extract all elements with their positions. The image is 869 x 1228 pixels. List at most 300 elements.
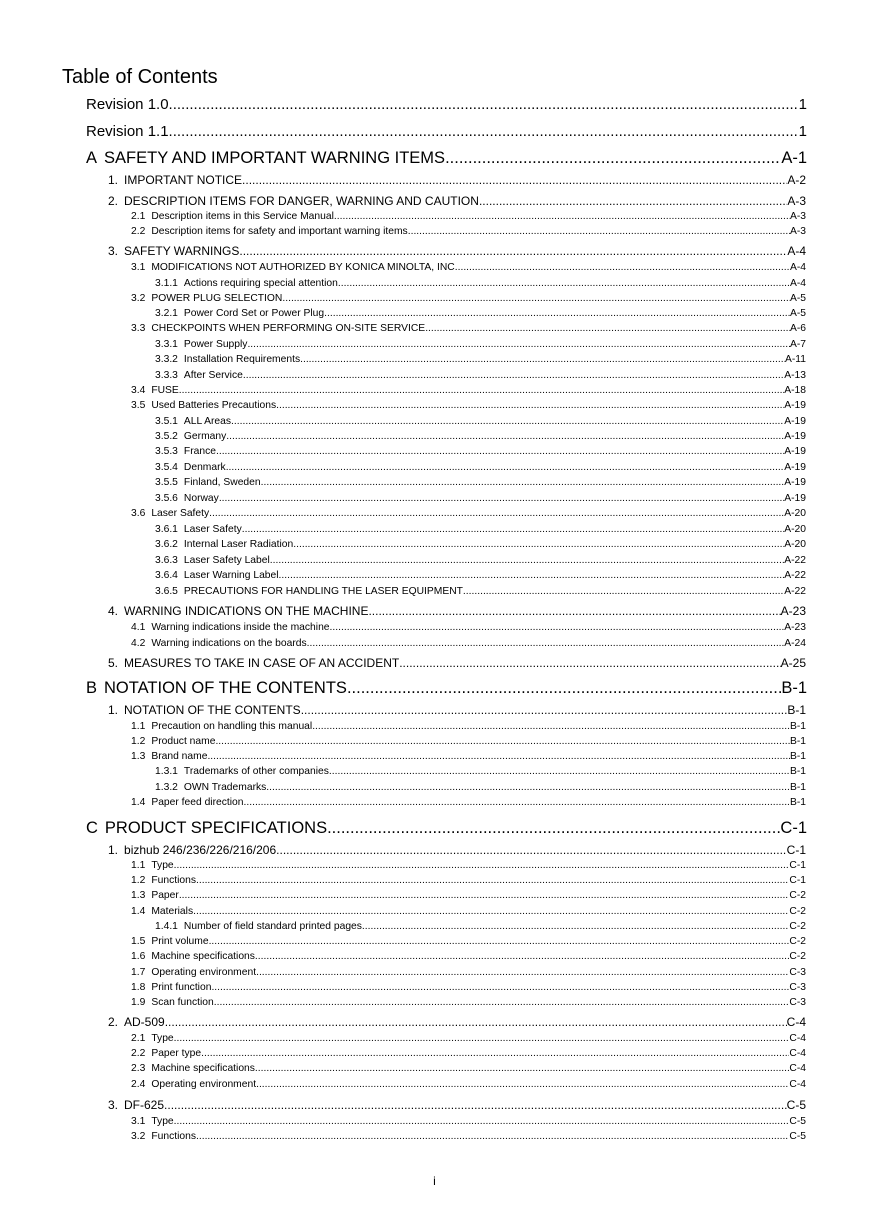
toc-entry[interactable] <box>86 96 807 113</box>
toc-entry-label: Machine specifications <box>151 951 255 962</box>
toc-entry[interactable] <box>108 1098 806 1112</box>
toc-entry-page: B-1 <box>787 703 806 717</box>
toc-entry-label: After Service <box>183 370 243 381</box>
toc-entry[interactable] <box>131 211 806 222</box>
toc-entry-label: Germany <box>183 431 227 442</box>
toc-entry-number: 1.3 <box>131 751 146 762</box>
toc-entry[interactable] <box>155 524 806 535</box>
toc-entry-label: OWN Trademarks <box>183 782 267 793</box>
toc-entry-label: SAFETY WARNINGS <box>124 244 240 258</box>
toc-entry-label: PRECAUTIONS FOR HANDLING THE LASER EQUIPMENT <box>183 586 463 597</box>
toc-entry[interactable] <box>155 278 806 289</box>
dot-leader <box>479 194 787 208</box>
dot-leader <box>301 703 788 717</box>
toc-entry[interactable] <box>131 293 806 304</box>
toc-entry[interactable] <box>155 462 806 473</box>
toc-entry[interactable] <box>131 1063 806 1074</box>
toc-entry-number: 3.1 <box>131 262 146 273</box>
toc-entry-number: 1.7 <box>131 967 146 978</box>
dot-leader <box>174 860 790 871</box>
toc-entry[interactable] <box>155 446 806 457</box>
dot-leader <box>216 446 784 457</box>
toc-entry[interactable] <box>131 997 806 1008</box>
toc-entry-number: 3.3 <box>131 323 146 334</box>
toc-entry[interactable] <box>131 936 806 947</box>
toc-entry-page: C-1 <box>780 819 807 837</box>
toc-entry-number: 2.1 <box>131 1033 146 1044</box>
toc-entry[interactable] <box>131 1131 806 1142</box>
dot-leader <box>347 679 781 698</box>
toc-entry-label: IMPORTANT NOTICE <box>124 173 243 187</box>
dot-leader <box>215 736 790 747</box>
toc-entry-label: Paper feed direction <box>151 797 244 808</box>
toc-entry[interactable] <box>155 555 806 566</box>
toc-entry[interactable] <box>155 766 806 777</box>
toc-entry[interactable] <box>131 797 806 808</box>
dot-leader <box>261 477 785 488</box>
toc-entry-number: 1.3.2 <box>155 782 178 793</box>
toc-entry-label: Warning indications on the boards <box>151 638 307 649</box>
dot-leader <box>207 751 790 762</box>
toc-entry-label: Operating environment <box>151 967 257 978</box>
toc-entry-page: A-20 <box>784 524 806 535</box>
dot-leader <box>255 1063 789 1074</box>
toc-entry-number: 1.4.1 <box>155 921 178 932</box>
dot-leader <box>279 570 785 581</box>
toc-entry[interactable] <box>131 508 806 519</box>
toc-entry-label: Number of field standard printed pages <box>183 921 362 932</box>
toc-entry[interactable] <box>155 370 806 381</box>
toc-entry-page: A-6 <box>789 323 806 334</box>
toc-entry[interactable] <box>155 782 806 793</box>
toc-entry-number: 3.1.1 <box>155 278 178 289</box>
toc-entry-number: 3.3.2 <box>155 354 178 365</box>
toc-entry-page: C-4 <box>786 1015 806 1029</box>
toc-entry-label: Paper type <box>151 1048 202 1059</box>
toc-entry-label: Materials <box>151 906 194 917</box>
dot-leader <box>196 875 789 886</box>
toc-entry-number: 1.6 <box>131 951 146 962</box>
toc-entry-page: C-5 <box>786 1098 806 1112</box>
toc-entry[interactable] <box>131 721 806 732</box>
dot-leader <box>300 354 785 365</box>
toc-entry[interactable] <box>131 400 806 411</box>
toc-entry-page: A-19 <box>784 446 806 457</box>
toc-entry-label: DF-625 <box>124 1098 165 1112</box>
toc-entry-number: 3.5.1 <box>155 416 178 427</box>
toc-entry-number: 3.2 <box>131 293 146 304</box>
dot-leader <box>327 819 780 838</box>
toc-entry-label: Type <box>151 1033 174 1044</box>
toc-entry-label: ALL Areas <box>183 416 232 427</box>
toc-entry-page: A-4 <box>787 244 806 258</box>
toc-entry-number: 3.4 <box>131 385 146 396</box>
toc-entry-number: 3.6 <box>131 508 146 519</box>
toc-entry-number: A <box>86 149 98 167</box>
toc-entry-page: B-1 <box>789 797 806 808</box>
toc-entry-label: Revision 1.0 <box>86 96 169 113</box>
toc-entry-number: 1.1 <box>131 860 146 871</box>
toc-entry[interactable] <box>86 819 807 838</box>
toc-entry-number: 4. <box>108 604 119 618</box>
toc-entry-page: B-1 <box>789 736 806 747</box>
dot-leader <box>209 508 784 519</box>
toc-entry-number: 1.1 <box>131 721 146 732</box>
toc-entry-page: A-19 <box>784 416 806 427</box>
toc-entry-label: Warning indications inside the machine <box>151 622 330 633</box>
toc-entry-label: Scan function <box>151 997 214 1008</box>
toc-entry[interactable] <box>131 638 806 649</box>
toc-entry-number: 3.6.3 <box>155 555 178 566</box>
toc-entry-page: C-4 <box>789 1033 806 1044</box>
dot-leader <box>165 1015 787 1029</box>
dot-leader <box>209 936 790 947</box>
toc-entry-page: A-23 <box>780 604 806 618</box>
toc-entry-page: C-4 <box>789 1079 806 1090</box>
dot-leader <box>276 400 784 411</box>
toc-entry-number: 3.2.1 <box>155 308 178 319</box>
page-title: Table of Contents <box>62 66 218 88</box>
toc-entry-page: A-22 <box>784 555 806 566</box>
toc-entry-page: B-1 <box>789 721 806 732</box>
toc-entry-number: 3.5 <box>131 400 146 411</box>
dot-leader <box>455 262 790 273</box>
toc-entry-page: A-22 <box>784 570 806 581</box>
dot-leader <box>307 638 785 649</box>
toc-entry-number: 4.1 <box>131 622 146 633</box>
toc-entry[interactable] <box>155 339 806 350</box>
toc-entry[interactable] <box>155 477 806 488</box>
toc-entry-label: NOTATION OF THE CONTENTS <box>124 703 301 717</box>
toc-entry-label: bizhub 246/236/226/216/206 <box>124 843 277 857</box>
toc-entry-label: PRODUCT SPECIFICATIONS <box>104 819 328 837</box>
toc-entry-number: 4.2 <box>131 638 146 649</box>
toc-entry-label: Installation Requirements <box>183 354 301 365</box>
toc-entry-label: Laser Safety <box>151 508 210 519</box>
toc-entry-label: Print volume <box>151 936 209 947</box>
toc-entry[interactable] <box>155 539 806 550</box>
dot-leader <box>312 721 790 732</box>
toc-entry-page: B-1 <box>789 782 806 793</box>
toc-entry-page: C-2 <box>789 906 806 917</box>
dot-leader <box>425 323 790 334</box>
toc-entry-number: 1.4 <box>131 797 146 808</box>
toc-entry-number: B <box>86 679 98 697</box>
toc-entry-page: A-19 <box>784 477 806 488</box>
toc-entry-page: A-24 <box>784 638 806 649</box>
toc-entry-number: 3.6.4 <box>155 570 178 581</box>
toc-entry-number: 5. <box>108 656 119 670</box>
toc-entry[interactable] <box>131 226 806 237</box>
toc-entry-label: AD-509 <box>124 1015 165 1029</box>
toc-entry-number: 3.3.1 <box>155 339 178 350</box>
dot-leader <box>244 797 790 808</box>
toc-entry[interactable] <box>86 149 807 168</box>
dot-leader <box>174 1033 790 1044</box>
toc-entry-page: A-4 <box>789 262 806 273</box>
toc-entry-label: Used Batteries Precautions <box>151 400 277 411</box>
toc-entry[interactable] <box>155 431 806 442</box>
toc-entry-number: C <box>86 819 98 837</box>
toc-entry[interactable] <box>155 416 806 427</box>
toc-entry[interactable] <box>131 751 806 762</box>
toc-entry-page: A-3 <box>789 211 806 222</box>
dot-leader <box>193 906 789 917</box>
toc-entry-number: 2.3 <box>131 1063 146 1074</box>
dot-leader <box>266 782 790 793</box>
toc-entry[interactable] <box>131 1048 806 1059</box>
dot-leader <box>330 622 785 633</box>
toc-entry-page: C-3 <box>789 967 806 978</box>
toc-entry[interactable] <box>108 604 806 618</box>
toc-entry-number: 3.5.4 <box>155 462 178 473</box>
toc-entry-page: A-13 <box>784 370 806 381</box>
toc-entry-number: 3.3.3 <box>155 370 178 381</box>
toc-entry-page: C-2 <box>789 936 806 947</box>
dot-leader <box>247 339 790 350</box>
dot-leader <box>282 293 790 304</box>
toc-entry-number: 1.3.1 <box>155 766 178 777</box>
toc-entry-label: WARNING INDICATIONS ON THE MACHINE <box>124 604 369 618</box>
dot-leader <box>169 96 799 113</box>
dot-leader <box>329 766 790 777</box>
toc-entry-label: Laser Safety <box>183 524 242 535</box>
toc-entry[interactable] <box>108 173 806 187</box>
toc-entry-label: Type <box>151 860 174 871</box>
dot-leader <box>463 586 784 597</box>
toc-entry-page: A-19 <box>784 493 806 504</box>
toc-entry-page: 1 <box>798 123 807 140</box>
toc-entry-page: C-5 <box>789 1116 806 1127</box>
toc-entry-page: A-3 <box>787 194 806 208</box>
dot-leader <box>242 524 785 535</box>
dot-leader <box>255 951 789 962</box>
dot-leader <box>399 656 780 670</box>
toc-entry-label: Actions requiring special attention <box>183 278 338 289</box>
dot-leader <box>239 244 787 258</box>
toc-entry-number: 2.1 <box>131 211 146 222</box>
dot-leader <box>174 1116 790 1127</box>
toc-entry-page: A-19 <box>784 462 806 473</box>
toc-entry-label: Functions <box>151 1131 196 1142</box>
toc-entry-page: A-20 <box>784 539 806 550</box>
toc-entry-number: 3.5.3 <box>155 446 178 457</box>
toc-entry-number: 3.5.6 <box>155 493 178 504</box>
toc-entry-page: A-22 <box>784 586 806 597</box>
dot-leader <box>368 604 780 618</box>
dot-leader <box>179 890 790 901</box>
toc-entry[interactable] <box>131 1079 806 1090</box>
toc-entry[interactable] <box>131 982 806 993</box>
toc-entry-page: A-25 <box>780 656 806 670</box>
toc-entry-label: Description items in this Service Manual <box>151 211 334 222</box>
toc-entry-label: Paper <box>151 890 179 901</box>
dot-leader <box>324 308 790 319</box>
toc-entry-label: Laser Safety Label <box>183 555 270 566</box>
toc-entry-label: Power Cord Set or Power Plug <box>183 308 325 319</box>
dot-leader <box>293 539 784 550</box>
dot-leader <box>211 982 789 993</box>
toc-entry-page: A-5 <box>789 293 806 304</box>
toc-entry-page: A-3 <box>789 226 806 237</box>
toc-entry-page: C-5 <box>789 1131 806 1142</box>
toc-entry[interactable] <box>131 860 806 871</box>
toc-entry-label: Denmark <box>183 462 226 473</box>
toc-entry-label: Power Supply <box>183 339 248 350</box>
toc-entry[interactable] <box>131 967 806 978</box>
toc-entry-label: POWER PLUG SELECTION <box>151 293 283 304</box>
toc-entry-number: 1. <box>108 843 119 857</box>
toc-entry-number: 3. <box>108 244 119 258</box>
toc-entry-page: A-1 <box>781 149 807 167</box>
toc-entry[interactable] <box>131 323 806 334</box>
toc-entry[interactable] <box>108 1015 806 1029</box>
toc-entry[interactable] <box>131 736 806 747</box>
toc-entry-page: C-3 <box>789 997 806 1008</box>
toc-entry-number: 1. <box>108 173 119 187</box>
toc-entry[interactable] <box>131 906 806 917</box>
toc-entry[interactable] <box>155 308 806 319</box>
toc-entry-page: A-4 <box>789 278 806 289</box>
toc-entry-number: 2.4 <box>131 1079 146 1090</box>
toc-entry-label: Print function <box>151 982 212 993</box>
dot-leader <box>270 555 784 566</box>
toc-entry-label: Type <box>151 1116 174 1127</box>
toc-entry-label: DESCRIPTION ITEMS FOR DANGER, WARNING AND CAUTION <box>124 194 479 208</box>
dot-leader <box>256 1079 789 1090</box>
toc-entry-page: C-4 <box>789 1063 806 1074</box>
page-number: i <box>433 1174 436 1188</box>
toc-entry-label: Machine specifications <box>151 1063 255 1074</box>
toc-entry-number: 3. <box>108 1098 119 1112</box>
toc-entry[interactable] <box>108 194 806 208</box>
toc-entry-page: B-1 <box>781 679 807 697</box>
toc-entry-label: Revision 1.1 <box>86 123 169 140</box>
toc-entry-label: Functions <box>151 875 196 886</box>
toc-entry[interactable] <box>131 1033 806 1044</box>
dot-leader <box>276 843 787 857</box>
toc-entry[interactable] <box>108 244 806 258</box>
dot-leader <box>201 1048 789 1059</box>
toc-entry-number: 1.9 <box>131 997 146 1008</box>
toc-entry-page: C-2 <box>789 921 806 932</box>
toc-entry[interactable] <box>131 385 806 396</box>
toc-entry-page: C-2 <box>789 951 806 962</box>
toc-entry[interactable] <box>131 262 806 273</box>
toc-entry-label: NOTATION OF THE CONTENTS <box>104 679 347 697</box>
toc-entry[interactable] <box>131 951 806 962</box>
toc-entry[interactable] <box>155 570 806 581</box>
toc-entry[interactable] <box>86 679 807 698</box>
toc-entry-number: 2.2 <box>131 226 146 237</box>
toc-entry-page: C-1 <box>789 860 806 871</box>
toc-entry-number: 1.5 <box>131 936 146 947</box>
toc-entry-page: B-1 <box>789 766 806 777</box>
dot-leader <box>169 123 799 140</box>
toc-entry-page: C-3 <box>789 982 806 993</box>
dot-leader <box>334 211 790 222</box>
dot-leader <box>256 967 789 978</box>
dot-leader <box>408 226 790 237</box>
toc-entry[interactable] <box>108 656 806 670</box>
toc-entry-label: Description items for safety and important warning items <box>151 226 408 237</box>
toc-entry-label: FUSE <box>151 385 179 396</box>
dot-leader <box>179 385 784 396</box>
toc-entry-number: 3.6.1 <box>155 524 178 535</box>
toc-entry[interactable] <box>131 890 806 901</box>
toc-entry-number: 3.6.2 <box>155 539 178 550</box>
toc-entry-page: 1 <box>798 96 807 113</box>
dot-leader <box>242 173 787 187</box>
toc-entry-page: A-19 <box>784 431 806 442</box>
toc-entry-page: A-18 <box>784 385 806 396</box>
dot-leader <box>362 921 789 932</box>
toc-entry-page: A-11 <box>785 354 806 365</box>
toc-entry[interactable] <box>155 354 806 365</box>
dot-leader <box>164 1098 787 1112</box>
dot-leader <box>231 416 784 427</box>
toc-entry-label: Laser Warning Label <box>183 570 279 581</box>
toc-entry-label: Brand name <box>151 751 208 762</box>
toc-entry-number: 3.5.5 <box>155 477 178 488</box>
toc-entry[interactable] <box>86 123 807 140</box>
toc-entry[interactable] <box>131 875 806 886</box>
toc-entry-label: Trademarks of other companies <box>183 766 329 777</box>
toc-entry-page: A-2 <box>787 173 806 187</box>
toc-entry-label: SAFETY AND IMPORTANT WARNING ITEMS <box>104 149 446 167</box>
toc-entry-number: 1. <box>108 703 119 717</box>
toc-entry-number: 2. <box>108 1015 119 1029</box>
toc-entry[interactable] <box>155 586 806 597</box>
dot-leader <box>226 431 784 442</box>
toc-entry-label: Norway <box>183 493 219 504</box>
toc-entry-number: 3.1 <box>131 1116 146 1127</box>
toc-entry[interactable] <box>155 921 806 932</box>
toc-entry-number: 3.2 <box>131 1131 146 1142</box>
toc-entry-page: A-7 <box>789 339 806 350</box>
toc-entry[interactable] <box>131 622 806 633</box>
toc-entry-page: B-1 <box>789 751 806 762</box>
dot-leader <box>226 462 785 473</box>
toc-entry-number: 3.5.2 <box>155 431 178 442</box>
toc-entry[interactable] <box>131 1116 806 1127</box>
dot-leader <box>196 1131 789 1142</box>
toc-entry[interactable] <box>155 493 806 504</box>
toc-entry-page: C-1 <box>786 843 806 857</box>
toc-entry-page: A-5 <box>789 308 806 319</box>
dot-leader <box>338 278 790 289</box>
toc-entry[interactable] <box>108 703 806 717</box>
toc-entry-number: 1.3 <box>131 890 146 901</box>
toc-entry-label: MODIFICATIONS NOT AUTHORIZED BY KONICA MINOLTA, INC <box>151 262 455 273</box>
toc-entry-number: 1.2 <box>131 875 146 886</box>
toc-entry-number: 1.2 <box>131 736 146 747</box>
toc-entry-number: 1.8 <box>131 982 146 993</box>
toc-entry[interactable] <box>108 843 806 857</box>
toc-entry-page: A-20 <box>784 508 806 519</box>
toc-entry-page: C-2 <box>789 890 806 901</box>
dot-leader <box>243 370 784 381</box>
toc-entry-number: 3.6.5 <box>155 586 178 597</box>
toc-entry-label: Internal Laser Radiation <box>183 539 294 550</box>
toc-entry-label: Operating environment <box>151 1079 257 1090</box>
toc-entry-number: 2.2 <box>131 1048 146 1059</box>
toc-entry-page: C-4 <box>789 1048 806 1059</box>
toc-entry-label: France <box>183 446 216 457</box>
toc-entry-label: MEASURES TO TAKE IN CASE OF AN ACCIDENT <box>124 656 400 670</box>
toc-entry-label: Finland, Sweden <box>183 477 261 488</box>
toc-entry-page: A-23 <box>784 622 806 633</box>
